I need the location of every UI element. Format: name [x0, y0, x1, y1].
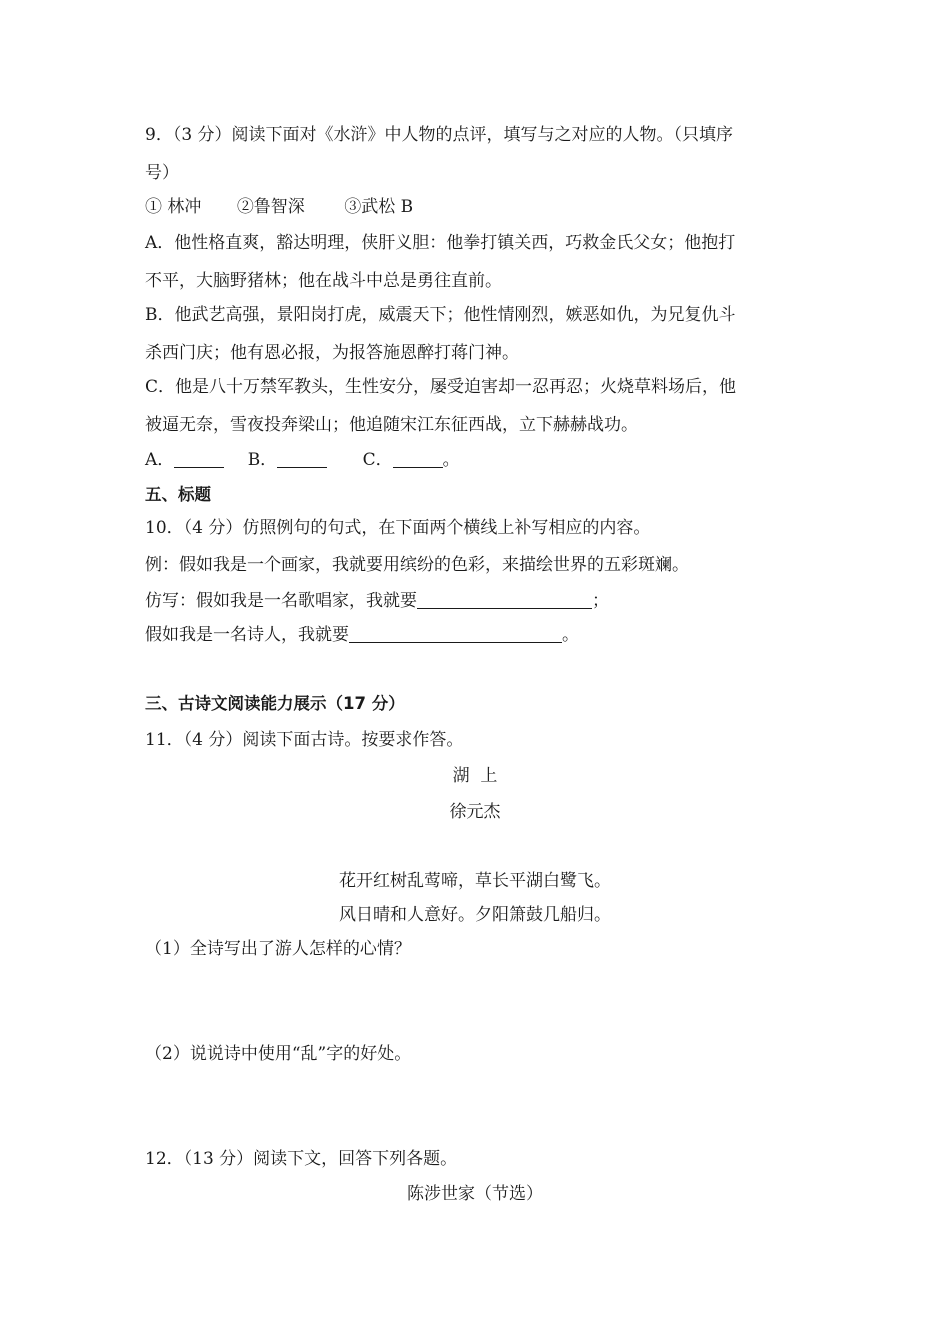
- option-1: ① 林冲: [145, 197, 202, 217]
- section5-heading: 五、标题: [145, 485, 211, 504]
- q9-a-line2: 不平，大脑野猪林；他在战斗中总是勇往直前。: [145, 271, 502, 291]
- poem-line1: 花开红树乱莺啼，草长平湖白鹭飞。: [339, 871, 611, 891]
- q10-example: 例：假如我是一个画家，我就要用缤纷的色彩，来描绘世界的五彩斑斓。: [145, 555, 689, 575]
- answer-a-blank[interactable]: [174, 450, 224, 468]
- q11-sub2: （2）说说诗中使用“乱”字的好处。: [145, 1044, 412, 1064]
- q10-stem: 10．（4 分）仿照例句的句式，在下面两个横线上补写相应的内容。: [145, 518, 651, 538]
- q9-a-line1: A．他性格直爽，豁达明理，侠肝义胆：他拳打镇关西，巧救金氏父女；他抱打: [145, 233, 736, 253]
- q9-stem-line2: 号）: [145, 163, 179, 183]
- answer-b-label: B．: [247, 450, 278, 470]
- poem-line2: 风日晴和人意好。夕阳箫鼓几船归。: [339, 905, 611, 925]
- poem-author: 徐元杰: [449, 802, 501, 822]
- q9-answer-line: [145, 448, 460, 472]
- q9-c-line1: C．他是八十万禁军教头，生性安分，屡受迫害却一忍再忍；火烧草料场后，他: [145, 377, 737, 397]
- q10-imitate1: [145, 589, 609, 613]
- answer-c-blank[interactable]: [393, 450, 443, 468]
- answer-a-label: A．: [145, 450, 175, 470]
- q11-stem: 11．（4 分）阅读下面古诗。按要求作答。: [145, 730, 464, 750]
- q12-stem: 12．（13 分）阅读下文，回答下列各题。: [145, 1149, 458, 1169]
- passage-title: 陈涉世家（节选）: [407, 1184, 543, 1204]
- imitate1-prefix: 仿写：假如我是一名歌唱家，我就要: [145, 591, 417, 611]
- q9-b-line1: B．他武艺高强，景阳岗打虎，威震天下；他性情刚烈，嫉恶如仇，为兄复仇斗: [145, 305, 736, 325]
- q9-b-line2: 杀西门庆；他有恩必报，为报答施恩醉打蒋门神。: [145, 343, 519, 363]
- imitate1-blank[interactable]: [417, 591, 592, 609]
- imitate2-blank[interactable]: [349, 625, 562, 643]
- imitate1-end: ；: [592, 591, 609, 611]
- answer-end: 。: [442, 450, 460, 470]
- imitate2-prefix: 假如我是一名诗人，我就要: [145, 625, 349, 645]
- answer-c-label: C．: [362, 450, 393, 470]
- section3-heading: 三、古诗文阅读能力展示（17 分）: [145, 694, 405, 713]
- option-3: ③武松 B: [344, 197, 414, 217]
- imitate2-end: 。: [562, 625, 579, 645]
- q9-c-line2: 被逼无奈，雪夜投奔梁山；他追随宋江东征西战，立下赫赫战功。: [145, 415, 638, 435]
- poem-title: 湖 上: [452, 766, 498, 786]
- q11-sub1: （1）全诗写出了游人怎样的心情？: [145, 939, 411, 959]
- q9-options: [145, 195, 413, 219]
- q10-imitate2: [145, 623, 579, 647]
- option-2: ②鲁智深: [236, 197, 305, 217]
- answer-b-blank[interactable]: [277, 450, 327, 468]
- q9-stem-line1: 9．（3 分）阅读下面对《水浒》中人物的点评，填写与之对应的人物。（只填序: [145, 125, 734, 145]
